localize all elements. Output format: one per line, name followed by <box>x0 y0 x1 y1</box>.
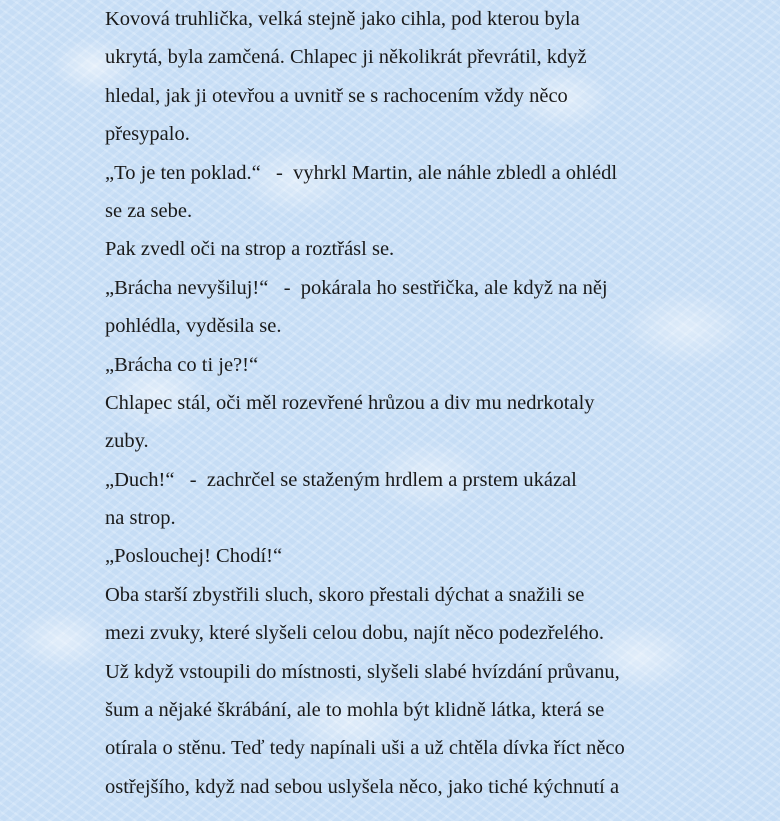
text-line: na strop. <box>105 507 176 530</box>
text-line: pohlédla, vyděsila se. <box>105 315 282 338</box>
text-line: Pak zvedl oči na strop a roztřásl se. <box>105 238 395 261</box>
text-line: Kovová truhlička, velká stejně jako cihla, pod kterou byla <box>105 8 580 30</box>
text-line: ukrytá, byla zamčená. Chlapec ji několikrát převrátil, když <box>105 46 587 69</box>
text-line: „Duch!“ - zachrčel se staženým hrdlem a prstem ukázal <box>105 468 577 491</box>
text-line: „To je ten poklad.“ - vyhrkl Martin, ale náhle zbledl a ohlédl <box>105 161 618 184</box>
text-line: šum a nějaké škrábání, ale to mohla být klidně látka, která se <box>105 699 605 722</box>
text-line: se za sebe. <box>105 199 193 222</box>
text-line: mezi zvuky, které slyšeli celou dobu, najít něco podezřelého. <box>105 622 605 645</box>
text-line: otírala o stěnu. Teď tedy napínali uši a už chtěla dívka říct něco <box>105 737 625 760</box>
text-line: Už když vstoupili do místnosti, slyšeli slabé hvízdání průvanu, <box>105 660 620 683</box>
text-line: „Poslouchej! Chodí!“ <box>105 545 283 568</box>
text-line: „Brácha co ti je?!“ <box>105 353 259 376</box>
text-line: přesypalo. <box>105 123 190 146</box>
text-line: hledal, jak ji otevřou a uvnitř se s rachocením vždy něco <box>105 84 568 107</box>
text-line: Oba starší zbystřili sluch, skoro přestali dýchat a snažili se <box>105 583 585 606</box>
text-line: „Brácha nevyšiluj!“ - pokárala ho sestřička, ale když na něj <box>105 276 608 299</box>
story-text <box>105 0 745 806</box>
text-line: Chlapec stál, oči měl rozevřené hrůzou a div mu nedrkotaly <box>105 391 595 414</box>
text-line: ostřejšího, když nad sebou uslyšela něco, jako tiché kýchnutí a <box>105 775 620 798</box>
text-line: zuby. <box>105 430 149 453</box>
